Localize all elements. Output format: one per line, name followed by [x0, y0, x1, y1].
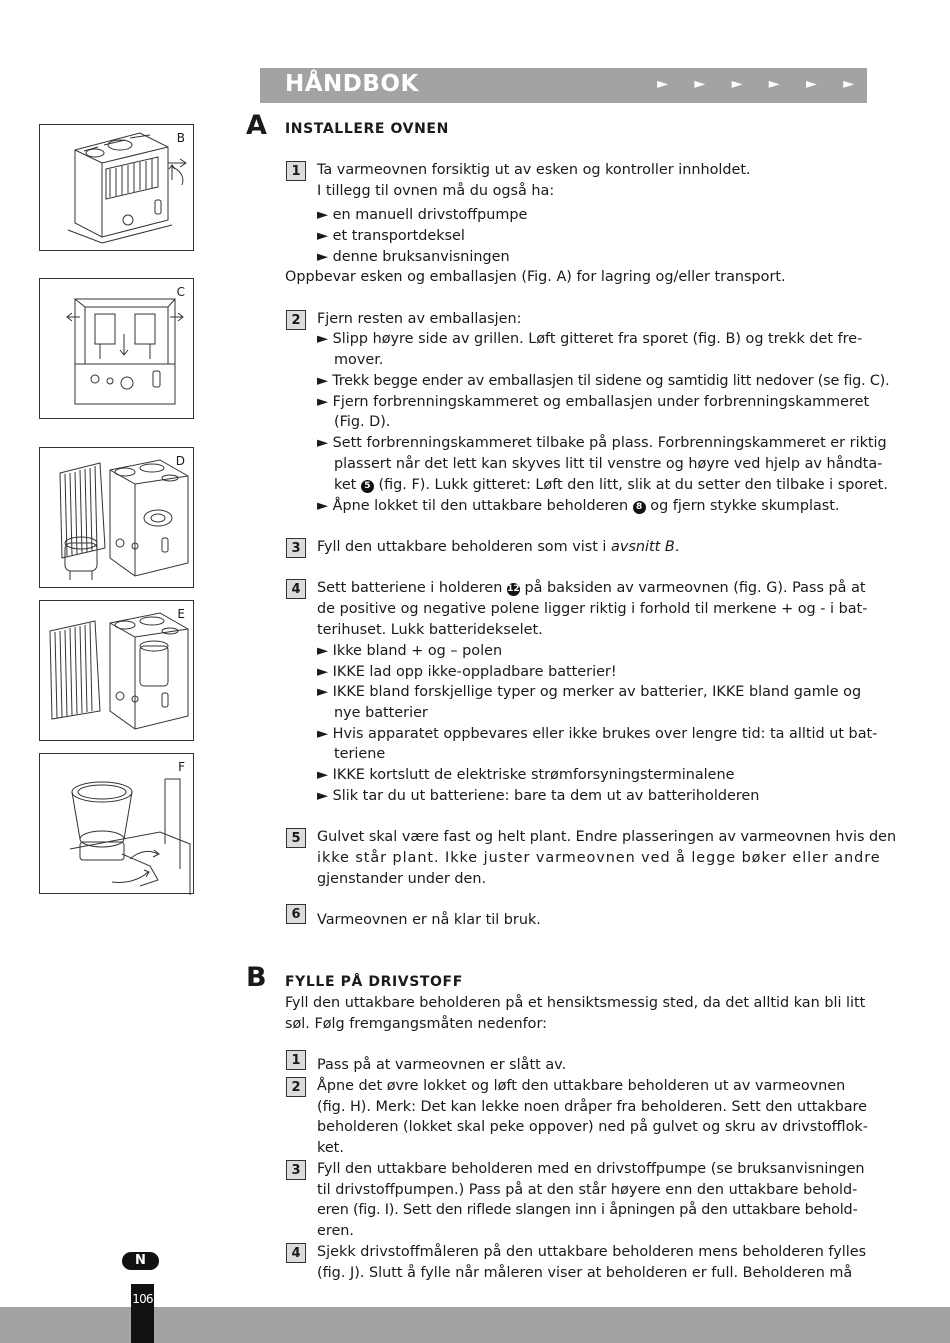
- figure-label: F: [178, 760, 185, 774]
- step-text: (fig. H). Merk: Det kan lekke noen dråper fra beholderen. Sett den uttakbare: [317, 1099, 867, 1115]
- step-text: til drivstoffpumpen.) Pass på at den står høyere enn den uttakbare behold-: [317, 1182, 858, 1198]
- figure-label: E: [177, 607, 185, 621]
- figure-e: [39, 600, 194, 741]
- step-text: ► Åpne lokket til den uttakbare beholderen: [317, 498, 629, 514]
- section-intro: søl. Følg fremgangsmåten nedenfor:: [285, 1016, 547, 1032]
- step-number: 1: [286, 161, 306, 181]
- step-text: Oppbevar esken og emballasjen (Fig. A) for lagring og/eller transport.: [285, 269, 786, 285]
- step-text: [317, 578, 866, 599]
- callout-number: 5: [361, 480, 374, 493]
- step-number: 5: [286, 828, 306, 848]
- step-text: eren (fig. I). Sett den riflede slangen inn i åpningen på den uttakbare behold-: [317, 1202, 858, 1218]
- bullet-item: ► Slipp høyre side av grillen. Løft gitteret fra sporet (fig. B) og trekk det fre-: [317, 331, 863, 347]
- heater-packaging-icon: [40, 279, 195, 420]
- bullet-item: ► Hvis apparatet oppbevares eller ikke brukes over lengre tid: ta alltid ut bat-: [317, 726, 878, 742]
- bullet-item: ► IKKE kortslutt de elektriske strømforsyningsterminalene: [317, 767, 735, 783]
- section-reference: avsnitt B: [611, 539, 675, 555]
- bullet-item: ► IKKE lad opp ikke-oppladbare batterier!: [317, 664, 617, 680]
- step-text: ket.: [317, 1140, 344, 1156]
- step-text: Sett batteriene i holderen: [317, 580, 503, 596]
- step-text: Ta varmeovnen forsiktig ut av esken og kontroller innholdet.: [317, 162, 751, 178]
- step-number: 6: [286, 904, 306, 924]
- bullet-item: ► Slik tar du ut batteriene: bare ta dem ut av batteriholderen: [317, 788, 760, 804]
- step-text: (fig. F). Lukk gitteret: Løft den litt, slik at du setter den tilbake i sporet.: [378, 477, 888, 493]
- bullet-item: ► Ikke bland + og – polen: [317, 643, 503, 659]
- bullet-item: ► Fjern forbrenningskammeret og emballasjen under forbrenningskammeret: [317, 394, 870, 410]
- bullet-item: ► denne bruksanvisningen: [317, 249, 510, 265]
- step-text: og fjern stykke skumplast.: [650, 498, 840, 514]
- step-text: Sjekk drivstoffmåleren på den uttakbare beholderen mens beholderen fylles: [317, 1244, 867, 1260]
- header-arrows: ► ► ► ► ► ►: [657, 76, 865, 92]
- step-number: 1: [286, 1050, 306, 1070]
- figure-f: [39, 753, 194, 894]
- bullet-item: ► et transportdeksel: [317, 228, 465, 244]
- step-text: beholderen (lokket skal peke oppover) ned på gulvet og skru av drivstofflok-: [317, 1119, 868, 1135]
- section-b-letter: B: [246, 962, 267, 993]
- section-a-letter: A: [246, 110, 267, 141]
- step-text: på baksiden av varmeovnen (fig. G). Pass på at: [524, 580, 866, 596]
- bullet-continuation: (Fig. D).: [334, 414, 391, 430]
- punctuation: .: [674, 539, 680, 555]
- bullet-continuation: [334, 475, 888, 496]
- bullet-continuation: teriene: [334, 746, 386, 762]
- callout-number: 8: [633, 501, 646, 514]
- bullet-item: ► IKKE bland forskjellige typer og merker av batterier, IKKE bland gamle og: [317, 684, 862, 700]
- bullet-item: ► en manuell drivstoffpumpe: [317, 207, 528, 223]
- handle-adjustment-icon: [40, 754, 195, 895]
- language-badge: N: [122, 1252, 159, 1270]
- step-text: (fig. J). Slutt å fylle når måleren viser at beholderen er full. Beholderen må: [317, 1265, 853, 1281]
- step-text: de positive og negative polene ligger riktig i forhold til merkene + og - i bat-: [317, 601, 868, 617]
- header-bar: [260, 68, 867, 103]
- figure-label: C: [176, 285, 185, 299]
- heater-reinsert-chamber-icon: [40, 601, 195, 742]
- section-b-title: FYLLE PÅ DRIVSTOFF: [285, 974, 463, 990]
- section-a-title: INSTALLERE OVNEN: [285, 121, 449, 137]
- page-title: HÅNDBOK: [285, 71, 419, 97]
- bullet-continuation: nye batterier: [334, 705, 428, 721]
- step-text: Fyll den uttakbare beholderen som vist i: [317, 539, 607, 555]
- page-number: 106: [132, 1292, 153, 1306]
- step-text: I tillegg til ovnen må du også ha:: [317, 183, 555, 199]
- step-text: ikke står plant. Ikke juster varmeovnen ved å legge bøker eller andre: [317, 850, 881, 866]
- step-number: 4: [286, 579, 306, 599]
- step-text: eren.: [317, 1223, 355, 1239]
- heater-grille-icon: [40, 125, 195, 252]
- step-text: terihuset. Lukk batteridekselet.: [317, 622, 543, 638]
- heater-combustion-chamber-icon: [40, 448, 195, 589]
- step-text: Fjern resten av emballasjen:: [317, 311, 522, 327]
- step-number: 4: [286, 1243, 306, 1263]
- step-text: Gulvet skal være fast og helt plant. Endre plasseringen av varmeovnen hvis den: [317, 829, 897, 845]
- step-text: gjenstander under den.: [317, 871, 487, 887]
- figure-c: [39, 278, 194, 419]
- section-intro: Fyll den uttakbare beholderen på et hensiktsmessig sted, da det alltid kan bli litt: [285, 995, 866, 1011]
- bullet-item: ► Trekk begge ender av emballasjen til sidene og samtidig litt nedover (se fig. C).: [317, 373, 890, 389]
- callout-number: 12: [507, 584, 520, 594]
- figure-label: D: [175, 454, 185, 468]
- step-text: ket: [334, 477, 357, 493]
- step-number: 3: [286, 538, 306, 558]
- figure-label: B: [176, 131, 185, 145]
- figure-d: [39, 447, 194, 588]
- step-text: [317, 537, 679, 558]
- step-number: 2: [286, 1077, 306, 1097]
- bullet-item: ► Sett forbrenningskammeret tilbake på plass. Forbrenningskammeret er riktig: [317, 435, 887, 451]
- bullet-item: [317, 496, 840, 517]
- step-number: 2: [286, 310, 306, 330]
- step-text: Åpne det øvre lokket og løft den uttakbare beholderen ut av varmeovnen: [317, 1078, 846, 1094]
- step-number: 3: [286, 1160, 306, 1180]
- step-text: Fyll den uttakbare beholderen med en drivstoffpumpe (se bruksanvisningen: [317, 1161, 865, 1177]
- step-text: Pass på at varmeovnen er slått av.: [317, 1057, 567, 1073]
- figure-b: [39, 124, 194, 251]
- bullet-continuation: plassert når det lett kan skyves litt til venstre og høyre ved hjelp av håndta-: [334, 456, 883, 472]
- bullet-continuation: mover.: [334, 352, 384, 368]
- step-text: Varmeovnen er nå klar til bruk.: [317, 912, 541, 928]
